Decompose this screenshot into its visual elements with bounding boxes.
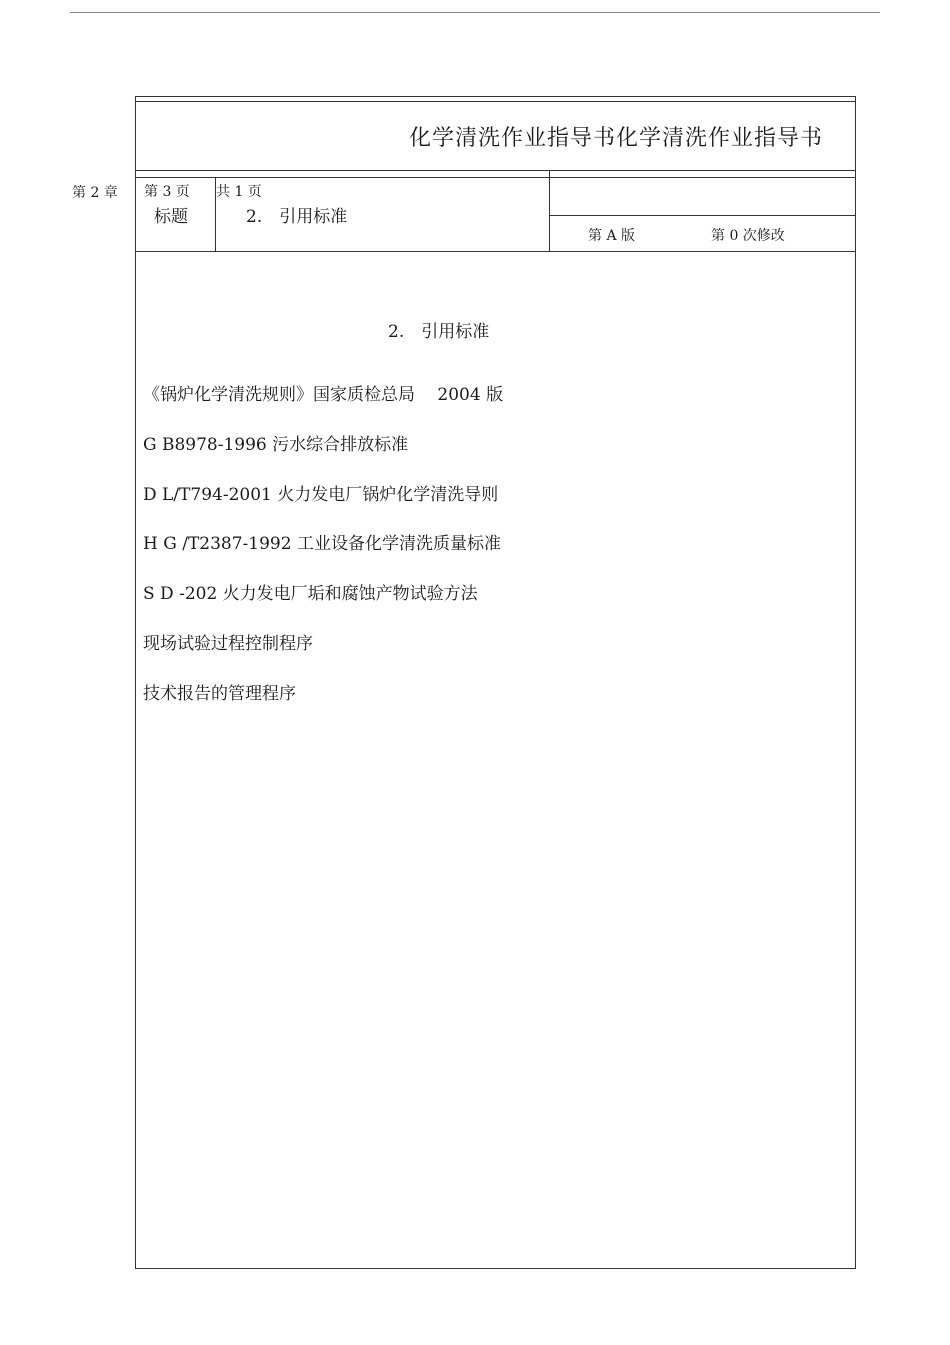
header-bottom-rule [136, 251, 855, 252]
reference-list [143, 383, 503, 732]
reference-item: G B8978-1996 污水综合排放标准 [143, 434, 409, 455]
document-frame [135, 96, 856, 1269]
total-pages: 共 1 页 [216, 184, 262, 200]
header-rule-1 [136, 170, 855, 171]
page-number: 第 3 页 [144, 184, 190, 200]
header-rule-right [549, 215, 855, 216]
reference-item: H G /T2387-1992 工业设备化学清洗质量标准 [143, 534, 501, 555]
reference-item: 技术报告的管理程序 [143, 683, 296, 704]
chapter-label: 第 2 章 [72, 185, 118, 201]
reference-item: S D -202 火力发电厂垢和腐蚀产物试验方法 [143, 584, 478, 605]
top-rule [70, 12, 880, 13]
revision-label: 第 0 次修改 [711, 228, 785, 244]
reference-item: D L/T794-2001 火力发电厂锅炉化学清洗导则 [143, 484, 499, 505]
section-heading: 2. 引用标准 [388, 322, 490, 342]
document-title: 化学清洗作业指导书化学清洗作业指导书 [408, 126, 823, 151]
top-double-rule [136, 101, 855, 102]
edition-label: 第 A 版 [588, 228, 636, 244]
header-rule-2 [136, 177, 855, 178]
reference-item: 现场试验过程控制程序 [143, 633, 313, 654]
header-divider-2 [549, 170, 550, 251]
reference-item: 《锅炉化学清洗规则》国家质检总局 2004 版 [143, 385, 504, 405]
title-label: 标题 [154, 207, 188, 227]
section-title: 2. 引用标准 [246, 207, 348, 227]
